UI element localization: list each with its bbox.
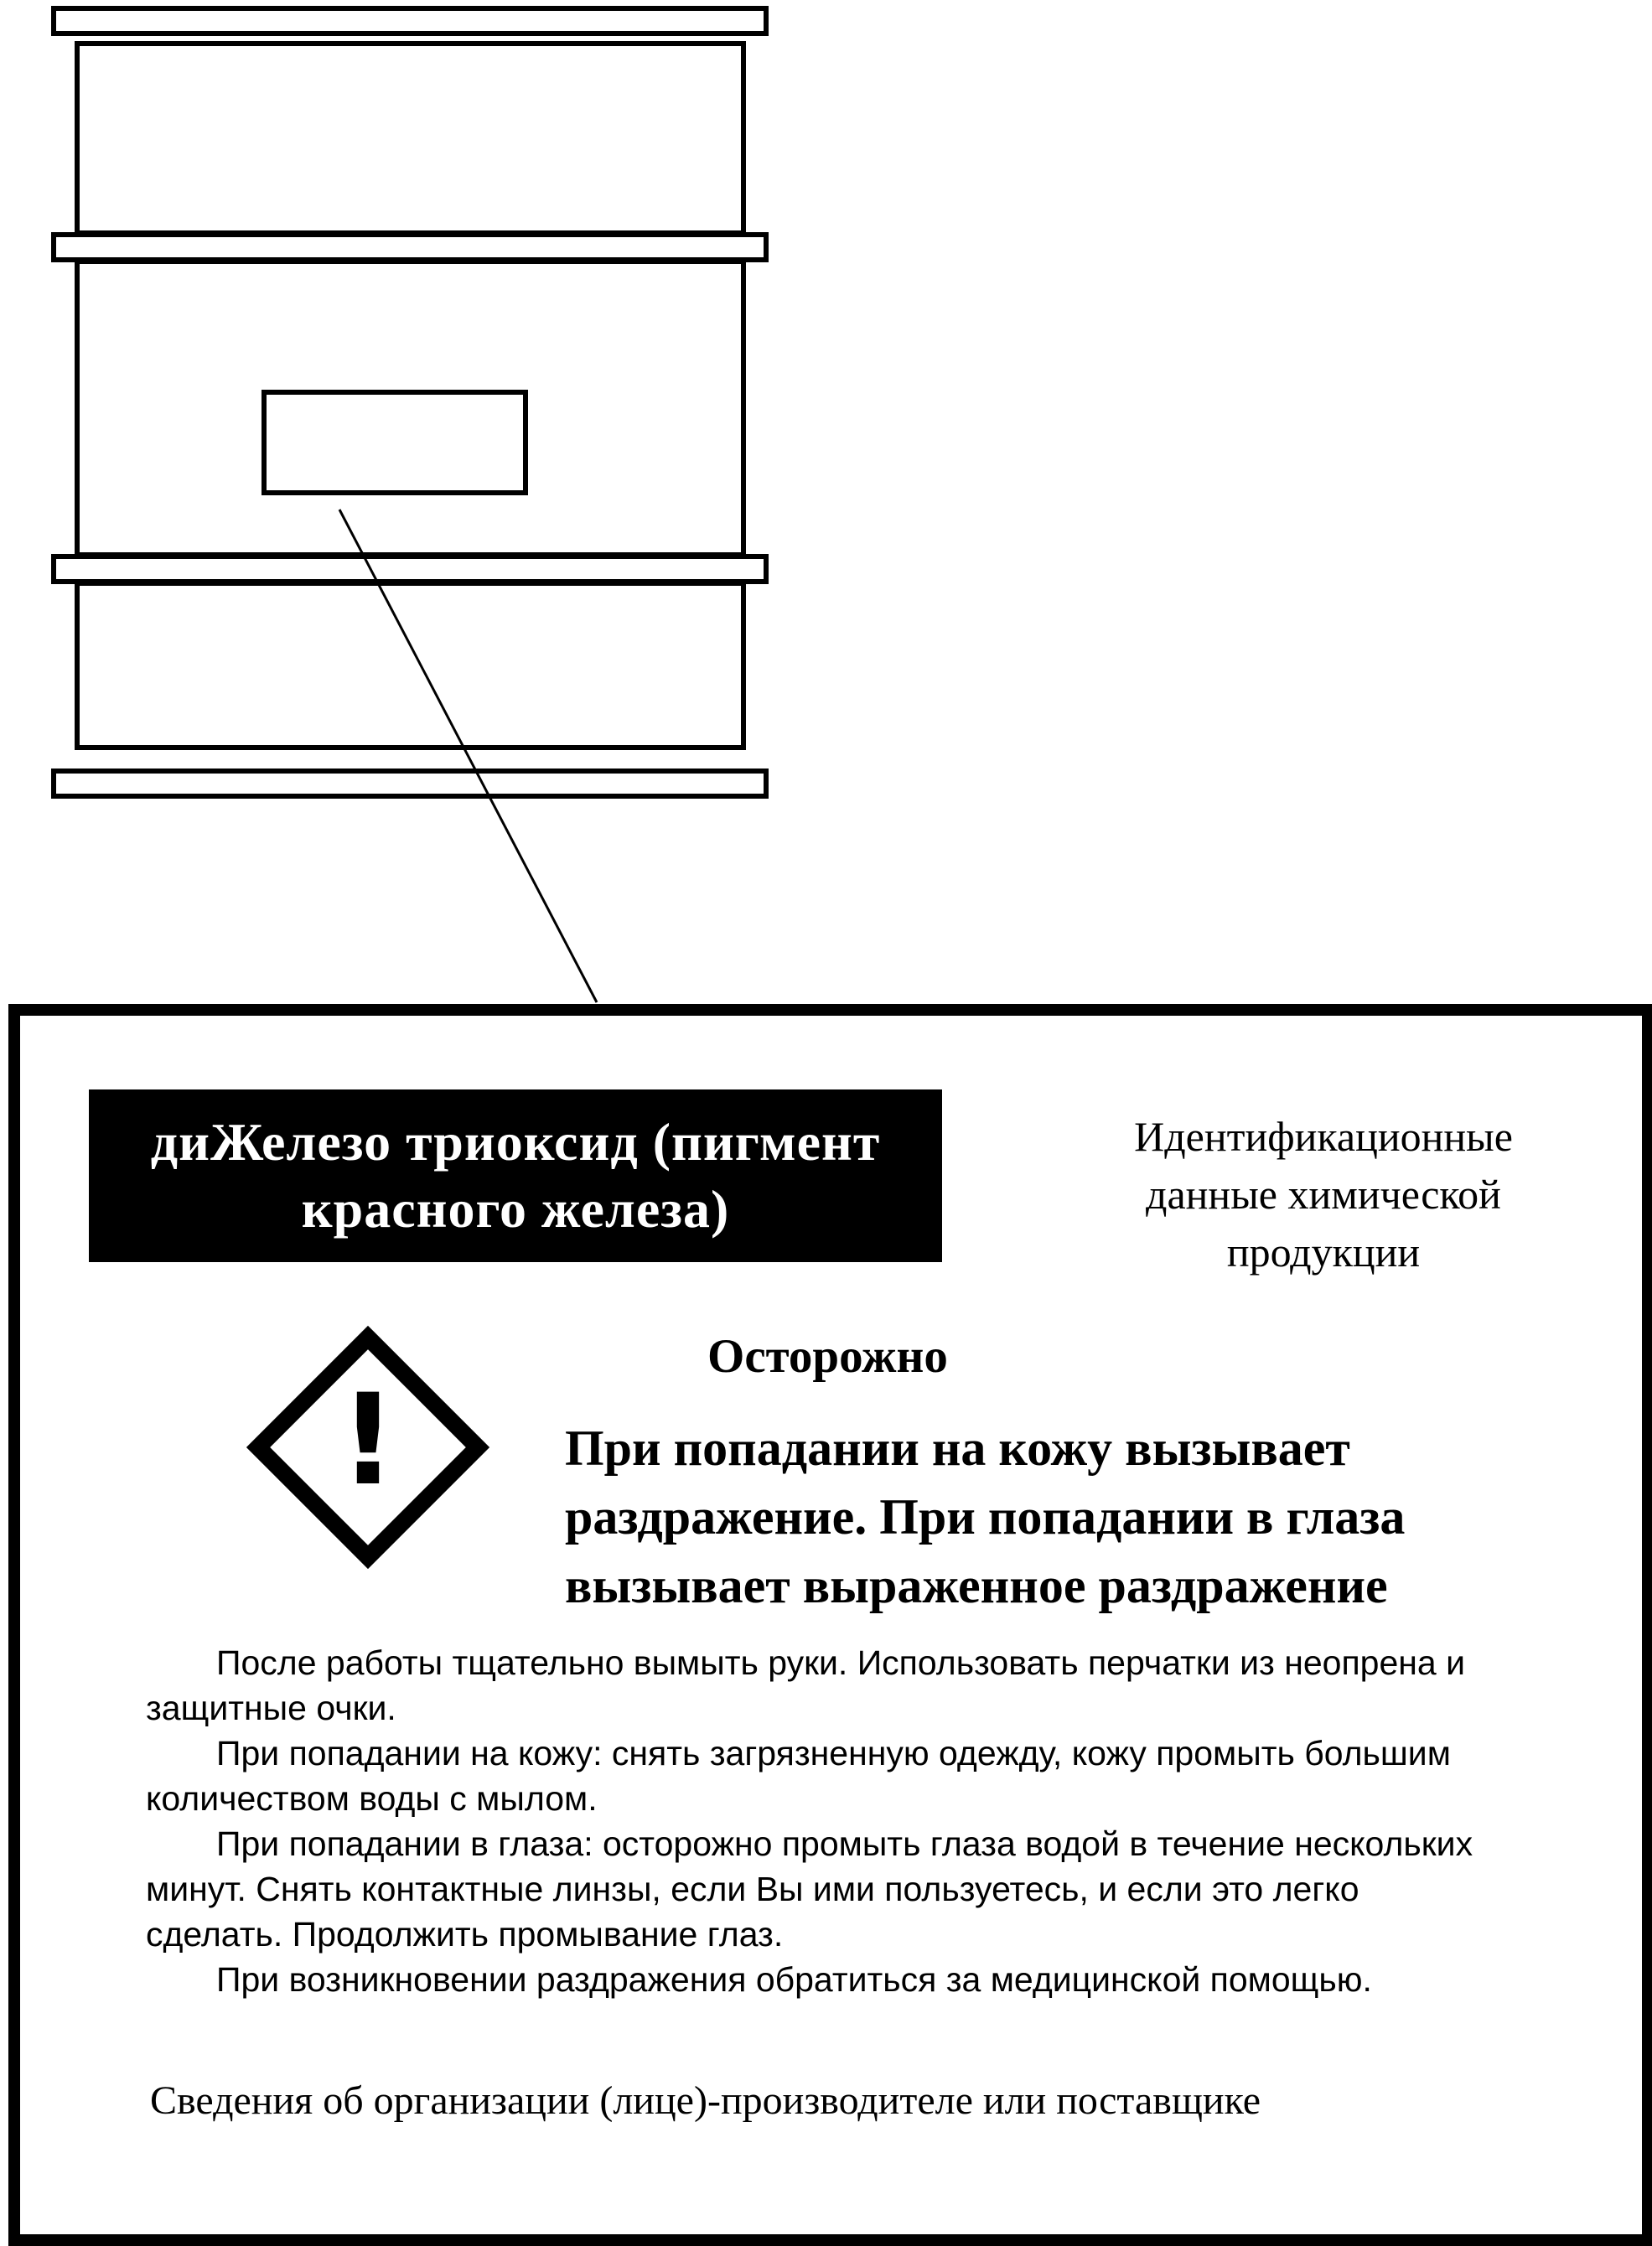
drum-section-upper xyxy=(77,44,743,233)
precaution-item: При возникновении раздражения обратиться за медицинской помощью. xyxy=(216,1960,1372,1999)
drum-rim-upper-middle xyxy=(54,235,766,260)
precautionary-statements xyxy=(146,1640,1504,2002)
drum-rim-bottom xyxy=(54,771,766,796)
supplier-info: Сведения об организации (лице)-производителе или поставщике xyxy=(150,2078,1261,2123)
drum-label-area xyxy=(264,392,526,493)
hazard-label-panel xyxy=(8,1004,1652,2246)
product-name: диЖелезо триоксид (пигмент красного железа) xyxy=(150,1112,881,1239)
drum-section-lower xyxy=(77,583,743,748)
pictogram-symbol: ! xyxy=(339,1368,397,1514)
precaution-item: При попадании на кожу: снять загрязненную одежду, кожу промыть большим количеством воды с мылом. xyxy=(146,1734,1451,1818)
precaution-item: После работы тщательно вымыть руки. Использовать перчатки из неопрена и защитные очки. xyxy=(146,1643,1466,1727)
precaution-item: При попадании в глаза: осторожно промыть глаза водой в течение нескольких минут. Снять контактные линзы, если Вы ими пользуетесь, и если это легко сделать. Продолжить промывание глаз. xyxy=(146,1824,1473,1954)
drum-rim-lower-middle xyxy=(54,556,766,582)
exclamation-mark-pictogram-icon xyxy=(246,1326,489,1569)
hazard-statement: При попадании на кожу вызывает раздражение. При попадании в глаза вызывает выраженное раздражение xyxy=(565,1421,1406,1613)
signal-word: Осторожно xyxy=(707,1330,948,1383)
product-name-box xyxy=(89,1089,942,1262)
identification-caption: Идентификационные данные химической продукции xyxy=(1134,1113,1513,1276)
drum-rim-top xyxy=(54,8,766,34)
